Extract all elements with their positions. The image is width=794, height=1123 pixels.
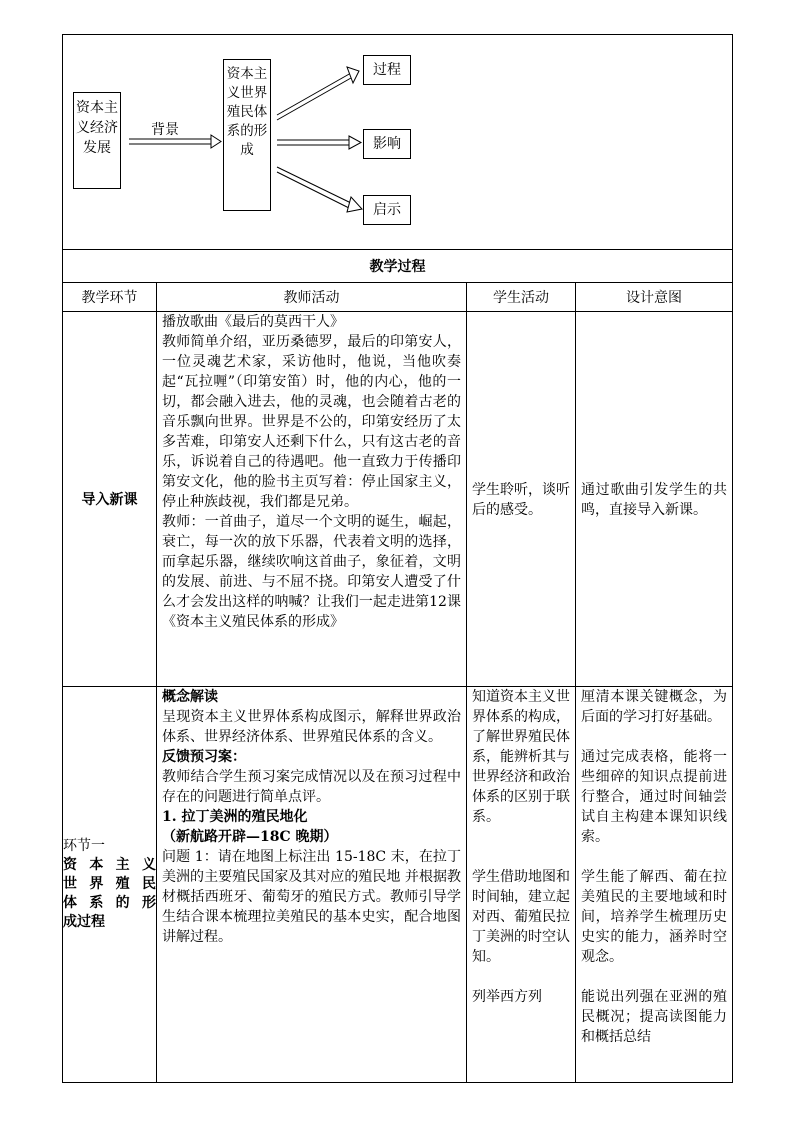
teacher-text: 播放歌曲《最后的莫西干人》 (162, 314, 344, 330)
subsection-period: （新航路开辟—18C 晚期） (162, 829, 338, 845)
lesson-plan-table (62, 34, 733, 1083)
concept-title: 概念解读 (162, 689, 218, 705)
stage-intro: 导入新课 (63, 312, 157, 687)
intent-text: 能说出列强在亚洲的殖民概况；提高读图能力和概括总结 (581, 989, 727, 1045)
stage-line: 资本主义 (63, 857, 156, 873)
impact-arrow (277, 136, 361, 149)
student-activity-one (467, 687, 576, 1083)
student-activity-intro (467, 312, 576, 687)
concept-text: 呈现资本主义世界体系构成图示，解释世界政治体系、世界经济体系、世界殖民体系的含义。 (162, 709, 461, 745)
economic-development-box: 资本主义经济发展 (73, 92, 121, 189)
question-text: 问题 1：请在地图上标注出 15-18C 末，在拉丁美洲的主要殖民国家及其对应的殖民地 并根据教材概括西班牙、葡萄牙的殖民方式。教师引导学生结合课本梳理拉美殖民的基本史实，配合地图讲解过程。 (162, 849, 461, 945)
design-intent-one (576, 687, 733, 1083)
header-intent: 设计意图 (576, 283, 733, 312)
student-text: 列举西方列 (472, 989, 542, 1005)
teacher-text: 教师简单介绍，亚历桑德罗，最后的印第安人，一位灵魂艺术家，采访他时，他说，当他吹奏起“瓦拉喱”（印第安笛）时，他的内心，他的一切，都会融入进去，他的灵魂，也会随着古老的音乐飘向世界。世界是不公的，印第安经历了太多苦难，印第安人还剩下什么，只有这古老的音乐，诉说着自己的待遇吧。他一直致力于传播印第安文化，他的脸书主页写着：停止国家主义，停止种族歧视，我们都是兄弟。 (162, 334, 461, 510)
intent-text: 学生能了解西、葡在拉美殖民的主要地域和时间，培养学生梳理历史史实的能力，涵养时空观念。 (581, 869, 727, 965)
header-teacher: 教师活动 (157, 283, 467, 312)
intent-text: 厘清本课关键概念，为后面的学习打好基础。 (581, 689, 727, 725)
design-intent-intro (576, 312, 733, 687)
header-student: 学生活动 (467, 283, 576, 312)
intent-text: 通过完成表格，能将一些细碎的知识点提前进行整合，通过时间轴尝试自主构建本课知识线索。 (581, 749, 727, 845)
feedback-title: 反馈预习案： (162, 749, 246, 765)
student-text: 学生聆听，谈听后的感受。 (472, 482, 570, 518)
structure-diagram (63, 35, 733, 250)
process-box: 过程 (363, 55, 411, 85)
insight-box: 启示 (363, 195, 411, 225)
teacher-text: 教师：一首曲子，道尽一个文明的诞生，崛起，衰亡，每一次的放下乐器，代表着文明的选择，而拿起乐器，继续吹响这首曲子，象征着，文明的发展、前进、与不屈不挠。印第安人遭受了什么才会发出这样的呐喊？让我们一起走进第12课《资本主义殖民体系的形成》 (162, 514, 461, 630)
feedback-text: 教师结合学生预习案完成情况以及在预习过程中存在的问题进行简单点评。 (162, 769, 461, 805)
student-text: 知道资本主义世界体系的构成，了解世界殖民体系，能辨析其与世界经济和政治体系的区别于联系。 (472, 689, 570, 825)
impact-box: 影响 (363, 129, 411, 159)
colonial-system-box: 资本主义世界殖民体系的形成 (223, 59, 271, 211)
teacher-activity-one (157, 687, 467, 1083)
table-row (63, 687, 733, 1083)
stage-line: 成过程 (63, 914, 105, 930)
stage-line: 世界殖民 (63, 876, 156, 892)
student-text: 学生借助地图和时间轴，建立起对西、葡殖民拉丁美洲的时空认知。 (472, 869, 570, 965)
subsection-title: 1. 拉丁美洲的殖民地化 (162, 809, 308, 825)
stage-prefix: 环节一 (63, 838, 105, 854)
table-row (63, 312, 733, 687)
section-title: 教学过程 (63, 250, 733, 283)
insight-arrow (277, 167, 362, 212)
teacher-activity-intro (157, 312, 467, 687)
stage-line: 体系的形 (63, 895, 156, 911)
process-arrow (277, 67, 359, 120)
stage-one (63, 687, 157, 1083)
intent-text: 通过歌曲引发学生的共鸣，直接导入新课。 (581, 482, 727, 518)
background-label: 背景 (151, 122, 179, 138)
header-stage: 教学环节 (63, 283, 157, 312)
